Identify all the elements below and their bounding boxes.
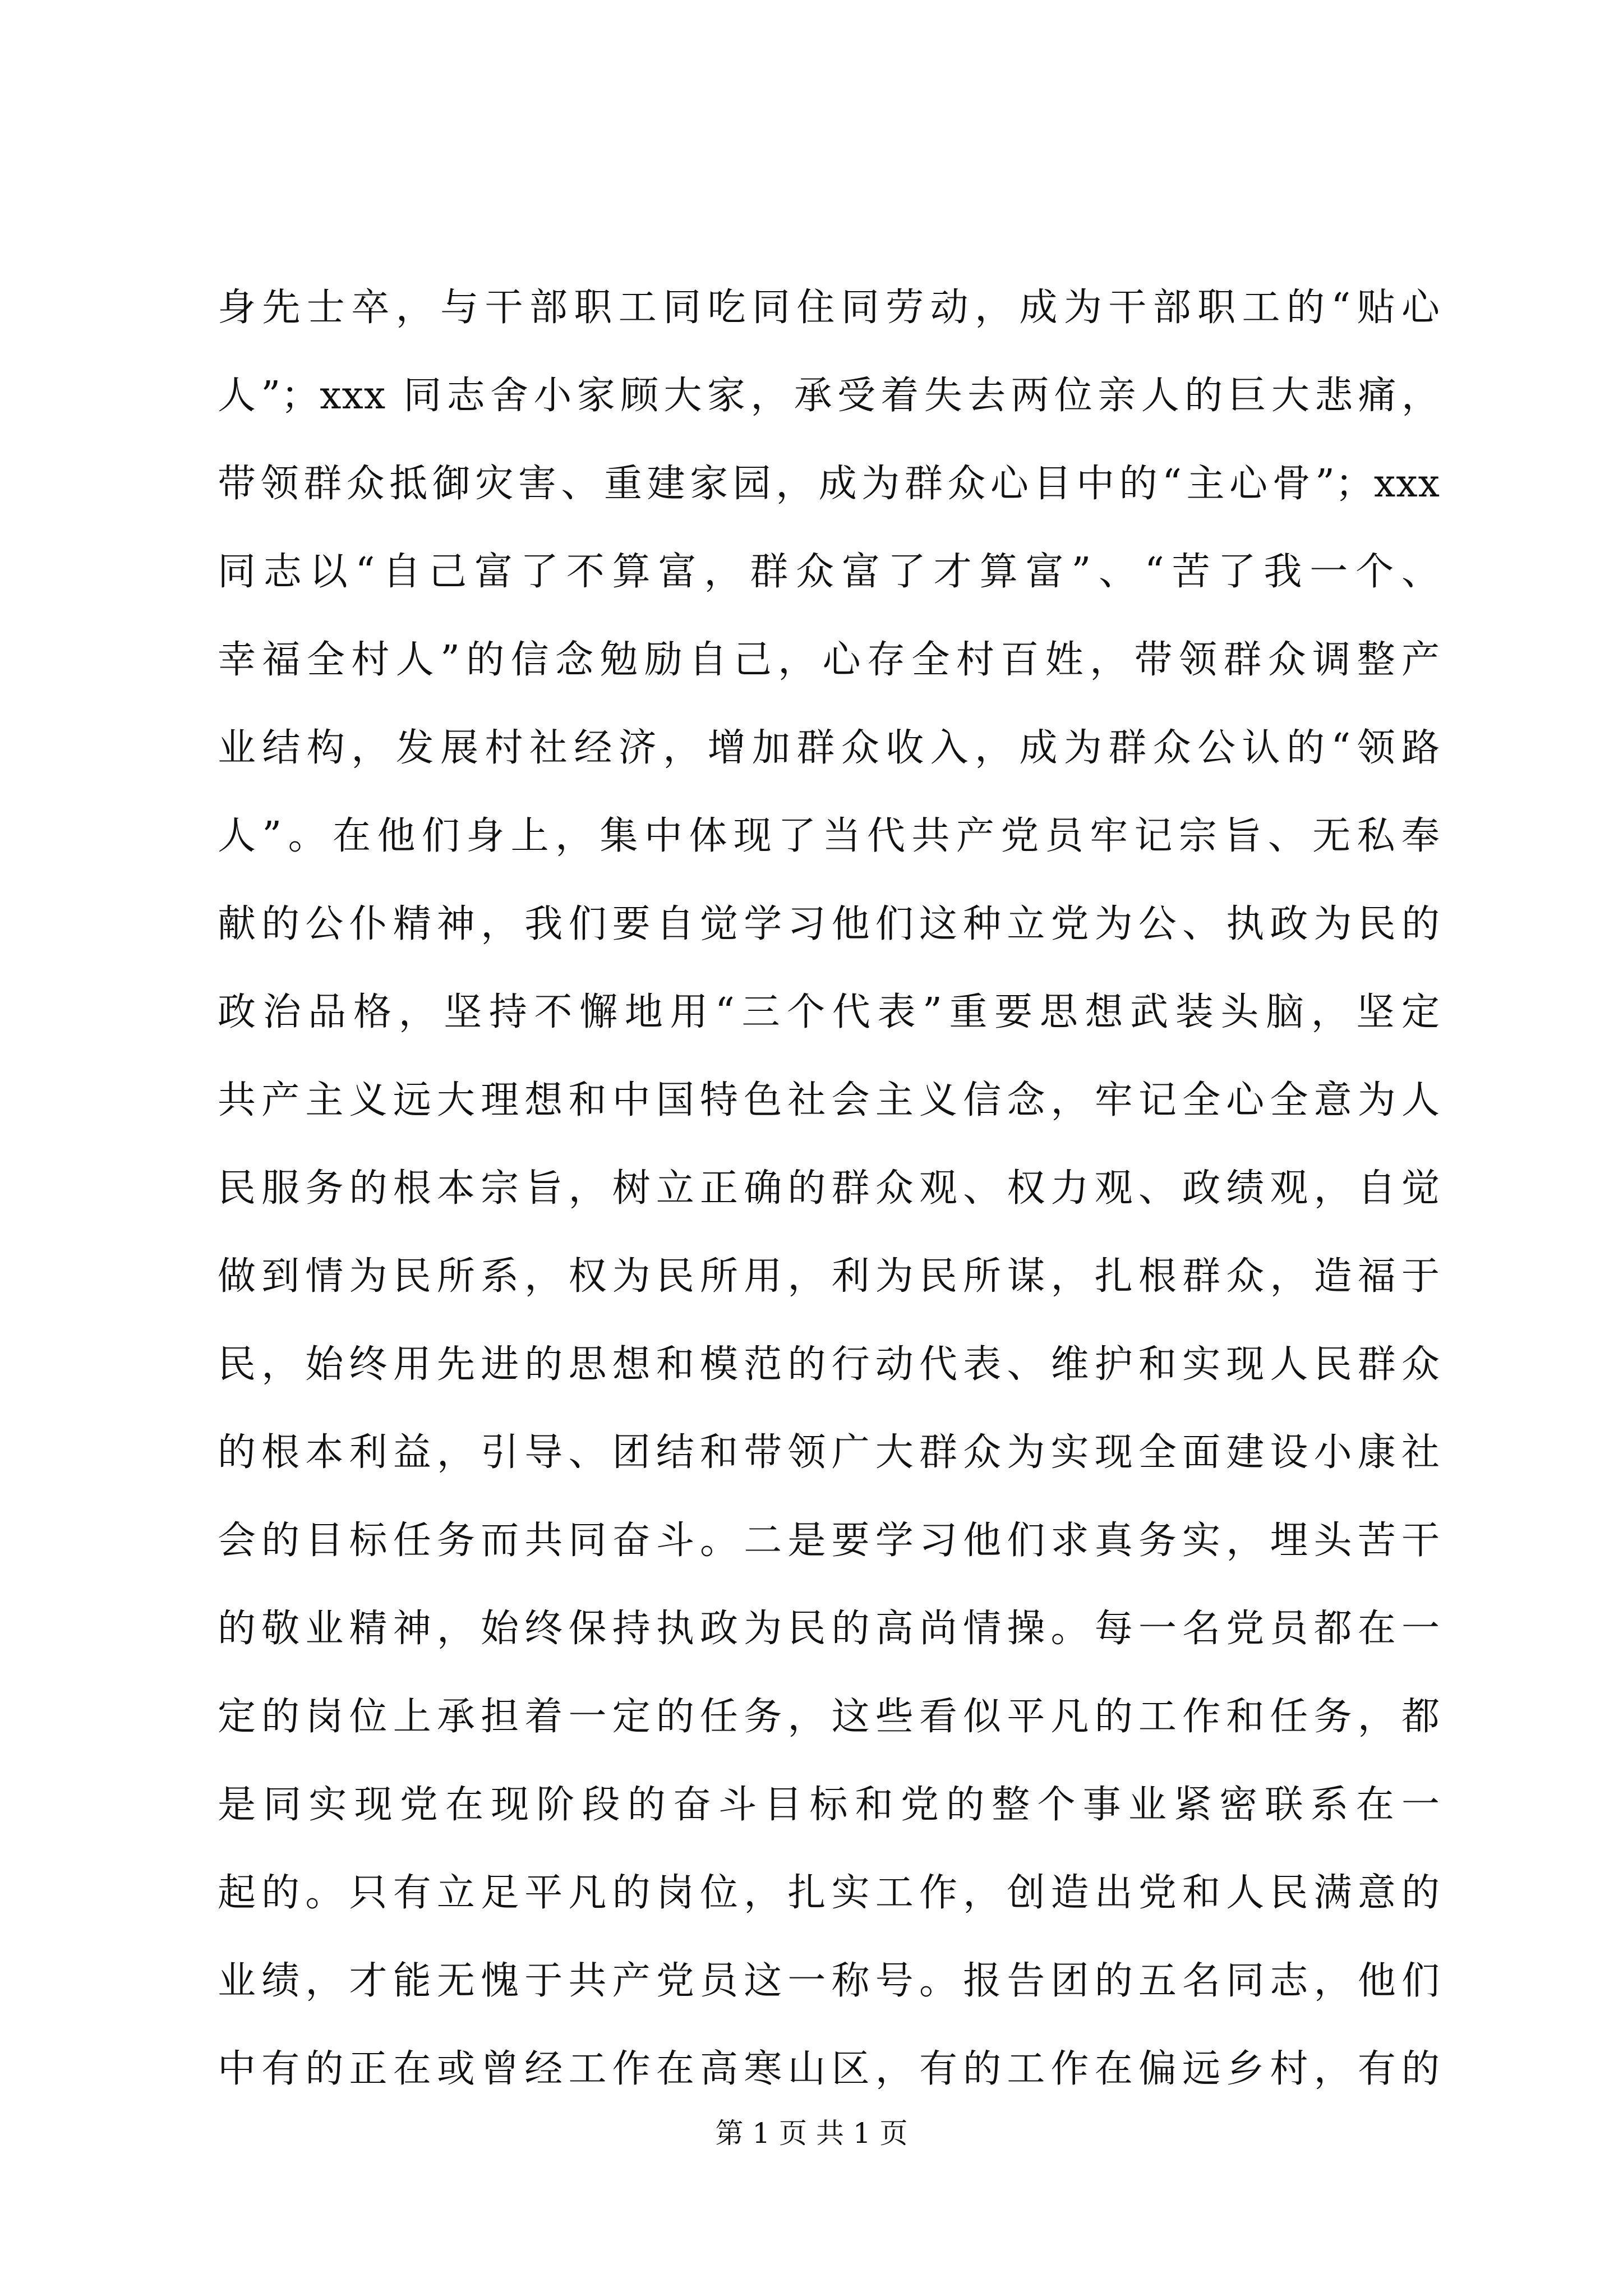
text-line: 定的岗位上承担着一定的任务，这些看似平凡的工作和任务，都	[218, 1695, 1440, 1739]
text-line: 是同实现党在现阶段的奋斗目标和党的整个事业紧密联系在一	[218, 1783, 1440, 1827]
text-line: 中有的正在或曾经工作在高寒山区，有的工作在偏远乡村，有的	[218, 2047, 1440, 2091]
text-line: 的敬业精神，始终保持执政为民的高尚情操。每一名党员都在一	[218, 1607, 1440, 1651]
text-line: 献的公仆精神，我们要自觉学习他们这种立党为公、执政为民的	[218, 902, 1440, 946]
page-footer: 第 1 页 共 1 页	[715, 2117, 908, 2150]
text-line: 业绩，才能无愧于共产党员这一称号。报告团的五名同志，他们	[218, 1959, 1440, 2003]
text-line: 民，始终用先进的思想和模范的行动代表、维护和实现人民群众	[218, 1342, 1440, 1387]
text-line: 幸福全村人”的信念勉励自己，心存全村百姓，带领群众调整产	[218, 638, 1440, 682]
text-line: 起的。只有立足平凡的岗位，扎实工作，创造出党和人民满意的	[218, 1871, 1440, 1915]
text-line: 带领群众抵御灾害、重建家园，成为群众心目中的“主心骨”；xxx	[218, 462, 1440, 506]
text-line: 人”；xxx 同志舍小家顾大家，承受着失去两位亲人的巨大悲痛，	[218, 374, 1440, 418]
text-line: 同志以“自己富了不算富，群众富了才算富”、“苦了我一个、	[218, 550, 1440, 594]
text-line: 的根本利益，引导、团结和带领广大群众为实现全面建设小康社	[218, 1430, 1440, 1475]
text-line: 民服务的根本宗旨，树立正确的群众观、权力观、政绩观，自觉	[218, 1166, 1440, 1211]
text-line: 共产主义远大理想和中国特色社会主义信念，牢记全心全意为人	[218, 1078, 1440, 1122]
body-text	[218, 264, 1440, 2113]
text-line: 会的目标任务而共同奋斗。二是要学习他们求真务实，埋头苦干	[218, 1519, 1440, 1563]
text-line: 业结构，发展村社经济，增加群众收入，成为群众公认的“领路	[218, 726, 1440, 770]
text-line: 政治品格，坚持不懈地用“三个代表”重要思想武装头脑，坚定	[218, 990, 1440, 1034]
text-line: 人”。在他们身上，集中体现了当代共产党员牢记宗旨、无私奉	[218, 814, 1440, 858]
text-line: 做到情为民所系，权为民所用，利为民所谋，扎根群众，造福于	[218, 1254, 1440, 1299]
text-line: 身先士卒，与干部职工同吃同住同劳动，成为干部职工的“贴心	[218, 286, 1440, 330]
